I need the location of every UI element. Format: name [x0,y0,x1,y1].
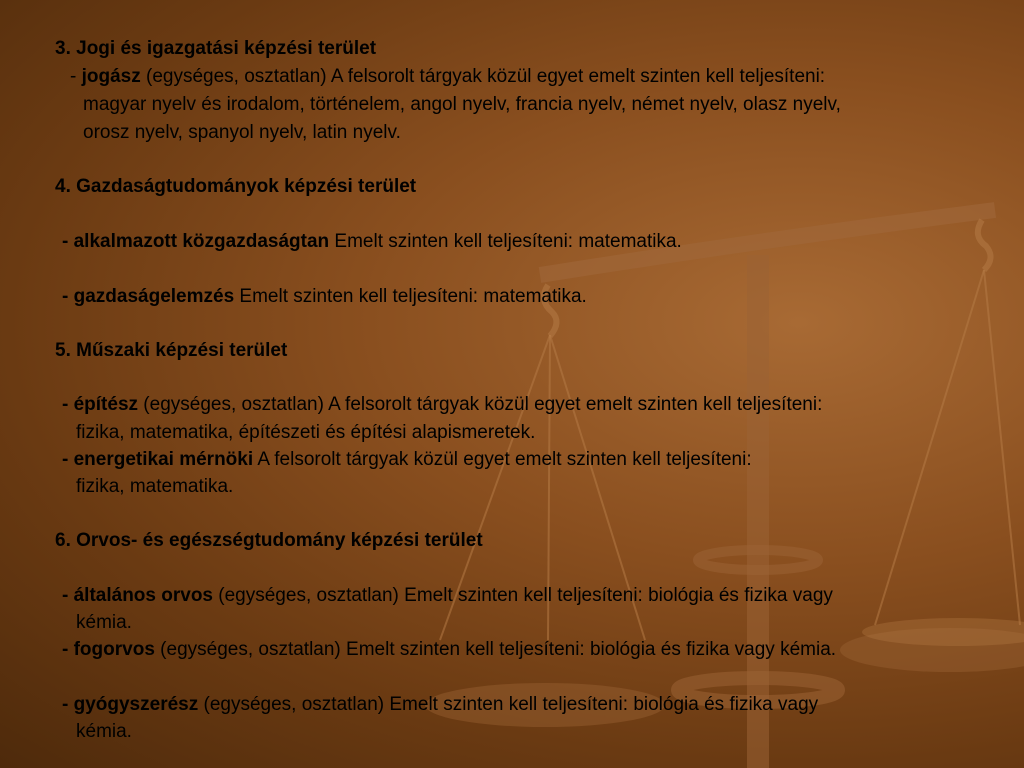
bullet: - [62,694,74,715]
item-term: gazdaságelemzés [73,286,235,307]
item-text: Emelt szinten kell teljesíteni: biológia és fizika vagy [384,694,819,715]
section-heading: 3. Jogi és igazgatási képzési terület [55,38,377,59]
list-item [62,447,752,473]
item-term: általános orvos [73,585,213,606]
list-item [62,637,836,663]
item-continuation: fizika, matematika. [76,476,234,497]
item-continuation: orosz nyelv, spanyol nyelv, latin nyelv. [83,122,401,143]
item-text: Emelt szinten kell teljesíteni: matematika. [329,231,682,252]
bullet: - [62,449,74,470]
list-item [62,392,822,418]
section-heading: 5. Műszaki képzési terület [55,340,288,361]
item-continuation: magyar nyelv és irodalom, történelem, angol nyelv, francia nyelv, német nyelv, olasz nyelv, [83,94,841,115]
item-text: Emelt szinten kell teljesíteni: biológia és fizika vagy kémia. [340,639,837,660]
item-type: (egységes, osztatlan) [213,585,399,606]
item-term: fogorvos [73,639,155,660]
list-item [62,692,818,718]
bullet: - [62,394,74,415]
section-heading: 6. Orvos- és egészségtudomány képzési terület [55,530,483,551]
list-item [70,64,825,90]
item-text: A felsorolt tárgyak közül egyet emelt szinten kell teljesíteni: [326,66,826,87]
item-continuation: kémia. [76,721,132,742]
item-continuation: kémia. [76,612,132,633]
item-term: jogász [81,66,141,87]
item-type: (egységes, osztatlan) [154,639,341,660]
bullet: - [62,286,74,307]
item-type: (egységes, osztatlan) [140,66,327,87]
section-heading: 4. Gazdaságtudományok képzési terület [55,176,417,197]
item-term: építész [73,394,139,415]
item-text: Emelt szinten kell teljesíteni: matematika. [234,286,587,307]
item-text: Emelt szinten kell teljesíteni: biológia és fizika vagy [398,585,833,606]
list-item [62,284,587,310]
bullet: - [62,231,74,252]
item-term: alkalmazott közgazdaságtan [73,231,330,252]
bullet: - [62,639,74,660]
item-type: (egységes, osztatlan) [138,394,324,415]
item-term: gyógyszerész [73,694,199,715]
item-text: A felsorolt tárgyak közül egyet emelt szinten kell teljesíteni: [323,394,823,415]
list-item [62,229,682,255]
item-term: energetikai mérnöki [73,449,254,470]
item-continuation: fizika, matematika, építészeti és építési alapismeretek. [76,422,536,443]
bullet: - [70,66,82,87]
item-type: (egységes, osztatlan) [198,694,385,715]
item-text: A felsorolt tárgyak közül egyet emelt szinten kell teljesíteni: [253,449,752,470]
list-item [62,583,833,609]
bullet: - [62,585,74,606]
